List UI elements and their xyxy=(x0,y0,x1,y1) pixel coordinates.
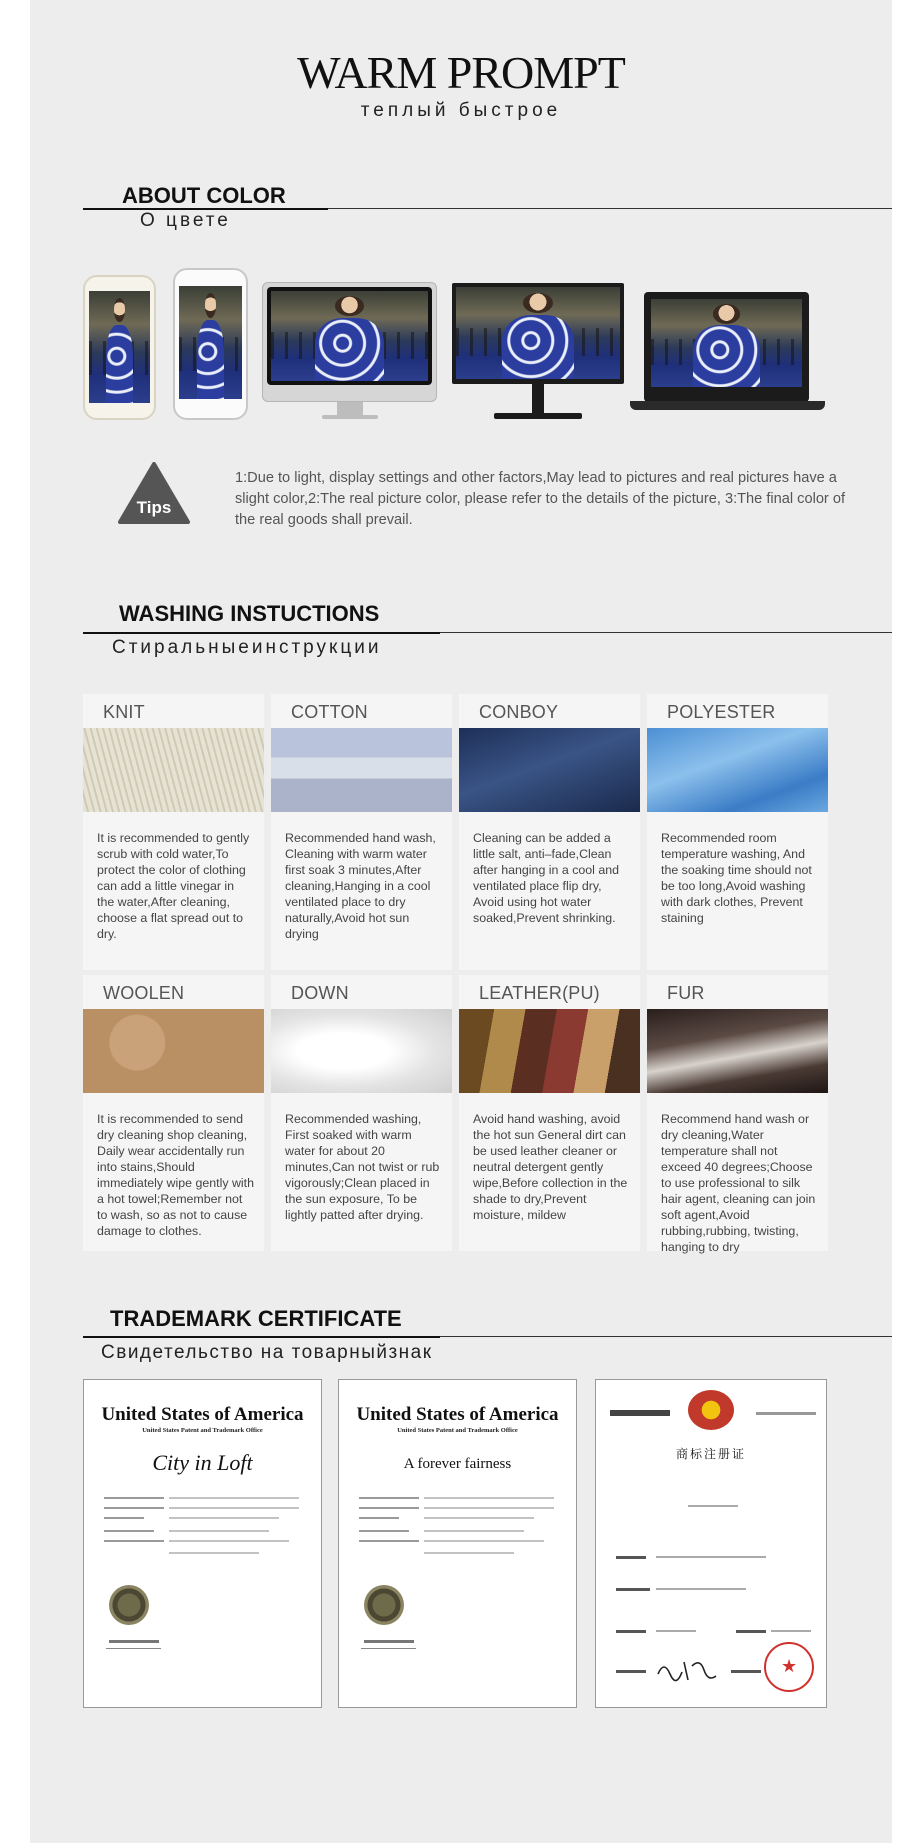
certificate-office: United States Patent and Trademark Office xyxy=(142,1427,263,1434)
down-texture-image xyxy=(271,1009,452,1093)
page-subtitle: теплый быстрое xyxy=(360,100,562,121)
certificate-1 xyxy=(83,1379,322,1708)
material-card-down xyxy=(271,975,452,1251)
fur-texture-image xyxy=(647,1009,828,1093)
tips-badge-label: Tips xyxy=(136,498,172,517)
about-color-heading: ABOUT COLOR xyxy=(122,183,286,208)
monitor-image xyxy=(452,283,624,425)
trademark-subheading: Свидетельство на товарныйзнак xyxy=(101,1342,433,1363)
trademark-heading: TRADEMARK CERTIFICATE xyxy=(110,1306,402,1331)
material-instructions: Recommend hand wash or dry cleaning,Water temperature shall not exceed 40 degrees;Choose to use professional to silk hair agent, cleaning can join soft agent,Avoid rubbing,rubbing, twisting, hanging to dry xyxy=(661,1112,816,1254)
trademark-underline xyxy=(83,1336,440,1338)
phone-white-image xyxy=(173,268,248,420)
material-card-polyester xyxy=(647,694,828,970)
trademark-divider xyxy=(440,1336,892,1337)
certificate-seal xyxy=(364,1585,404,1625)
cotton-texture-image xyxy=(271,728,452,812)
leather-texture-image xyxy=(459,1009,640,1093)
certificate-3 xyxy=(595,1379,827,1708)
material-instructions: Cleaning can be added a little salt, anti–fade,Clean after hanging in a cool and ventilated place flip dry, Avoid using hot water soaked,Prevent shrinking. xyxy=(473,831,620,925)
about-color-subheading: О цвете xyxy=(140,210,231,231)
material-name: WOOLEN xyxy=(103,983,185,1003)
material-instructions: It is recommended to send dry cleaning shop cleaning, Daily wear accidentally run into stains,Should immediately wipe gently with a hot towel;Remember not to wash, so as not to cause damage to clothes. xyxy=(97,1112,255,1238)
chinese-signature xyxy=(654,1656,724,1684)
tips-text: 1:Due to light, display settings and other factors,May lead to pictures and real pictures have a slight color,2:The real picture color, please refer to the details of the picture, 3:The final color of the real goods shall prevail. xyxy=(235,470,846,528)
certificate-office: United States Patent and Trademark Office xyxy=(397,1427,518,1434)
certificate-mark: City in Loft xyxy=(152,1450,253,1475)
certificate-mark: A forever fairness xyxy=(403,1456,512,1472)
knit-texture-image xyxy=(83,728,264,812)
page-title: WARM PROMPT xyxy=(297,47,625,98)
wool-texture-image xyxy=(83,1009,264,1093)
material-instructions: It is recommended to gently scrub with cold water,To protect the color of clothing can add a little vinegar in the water,After cleaning, choose a flat spread out to dry. xyxy=(97,831,250,941)
material-instructions: Avoid hand washing, avoid the hot sun General dirt can be used leather cleaner or neutral detergent gently wipe,Before collection in the shade to dry,Prevent moisture, mildew xyxy=(473,1112,628,1222)
material-instructions: Recommended washing, First soaked with warm water for about 20 minutes,Can not twist or rub vigorously;Clean placed in the sun exposure, To be lightly patted after drying. xyxy=(285,1112,440,1222)
material-name: POLYESTER xyxy=(667,702,776,722)
material-name: CONBOY xyxy=(479,702,559,722)
certificate-2 xyxy=(338,1379,577,1708)
national-emblem-icon xyxy=(688,1390,734,1430)
certificate-heading: 商标注册证 xyxy=(675,1447,746,1461)
material-name: FUR xyxy=(667,983,705,1003)
material-name: DOWN xyxy=(291,983,349,1003)
official-red-stamp: ★ xyxy=(764,1642,814,1692)
material-card-fur xyxy=(647,975,828,1254)
material-name: COTTON xyxy=(291,702,368,722)
about-color-divider xyxy=(328,208,892,209)
imac-image xyxy=(262,282,437,422)
washing-heading: WASHING INSTUCTIONS xyxy=(119,601,380,626)
tips-badge xyxy=(118,462,190,524)
material-card-conboy xyxy=(459,694,640,970)
material-name: KNIT xyxy=(103,702,145,722)
material-card-knit xyxy=(83,694,264,970)
material-name: LEATHER(PU) xyxy=(479,983,600,1003)
material-instructions: Recommended hand wash, Cleaning with warm water first soak 3 minutes,After cleaning,Hanging in a cool ventilated place to dry naturally,Avoid hot sun drying xyxy=(285,831,436,941)
material-card-woolen xyxy=(83,975,264,1251)
polyester-texture-image xyxy=(647,728,828,812)
material-card-leather xyxy=(459,975,640,1251)
material-card-cotton xyxy=(271,694,452,970)
certificate-seal xyxy=(109,1585,149,1625)
washing-subheading: Стиральныеинструкции xyxy=(112,637,382,658)
page-background xyxy=(30,0,892,1843)
certificate-heading: United States of America xyxy=(356,1404,559,1425)
certificate-heading: United States of America xyxy=(101,1404,304,1425)
material-instructions: Recommended room temperature washing, And the soaking time should not be too long,Avoid washing with dark clothes, Prevent staining xyxy=(661,831,812,925)
laptop-image xyxy=(630,292,825,417)
washing-divider xyxy=(440,632,892,633)
washing-underline xyxy=(83,632,440,634)
denim-texture-image xyxy=(459,728,640,812)
phone-gold-image xyxy=(83,275,156,420)
